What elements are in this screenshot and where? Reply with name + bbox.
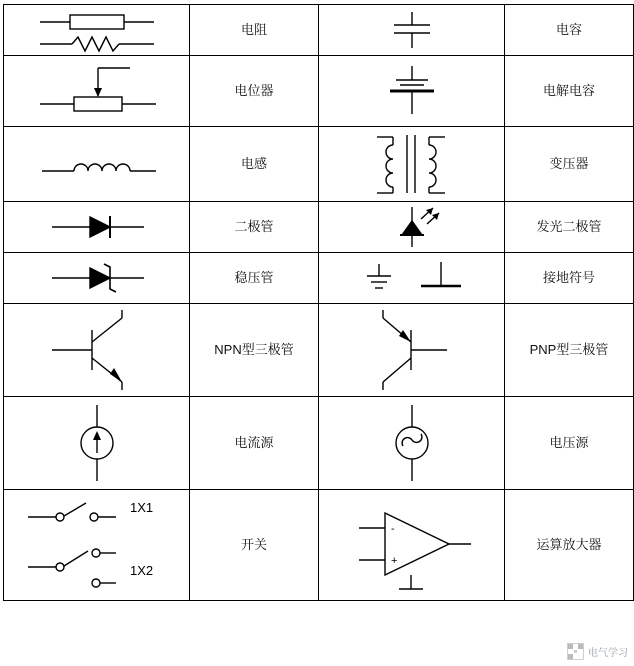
current-source-icon [4,397,189,489]
diode-icon [4,202,189,252]
symbol-label: 开关 [240,537,267,553]
switch-annotation-2: 1X2 [129,563,153,578]
symbol-label: 运算放大器 [536,537,602,553]
label-cell-capacitor [505,5,634,56]
inductor-icon [4,127,189,201]
label-cell-current-source [190,397,319,490]
opamp-annotation-minus: - [390,523,395,535]
ground-icon [319,253,504,303]
symbol-label: 电压源 [549,435,589,451]
opamp-annotation-plus: + [390,555,397,567]
zener-diode-icon [4,253,189,303]
label-cell-potentiometer [190,56,319,127]
table-row [4,490,634,601]
label-cell-led [505,202,634,253]
symbol-cell-pnp-transistor [319,304,505,397]
symbol-label: 电流源 [234,435,274,451]
symbol-cell-voltage-source [319,397,505,490]
label-cell-voltage-source [505,397,634,490]
label-cell-transformer [505,127,634,202]
label-cell-resistor [190,5,319,56]
symbol-cell-inductor [4,127,190,202]
symbol-cell-zener-diode [4,253,190,304]
label-cell-electrolytic-capacitor [505,56,634,127]
label-cell-switch [190,490,319,601]
led-icon [319,202,504,252]
symbol-cell-current-source [4,397,190,490]
electrolytic-capacitor-icon [319,56,504,126]
symbol-label: 电感 [240,156,267,172]
npn-transistor-icon [4,304,189,396]
symbol-cell-diode [4,202,190,253]
table-row [4,202,634,253]
label-cell-pnp-transistor [505,304,634,397]
symbol-cell-npn-transistor [4,304,190,397]
symbol-cell-ground [319,253,505,304]
transformer-icon [319,127,504,201]
table-row [4,304,634,397]
switch-icon [4,490,189,600]
symbol-cell-electrolytic-capacitor [319,56,505,127]
qr-code-icon [567,643,584,660]
table-row [4,253,634,304]
potentiometer-icon [4,56,189,126]
symbol-cell-transformer [319,127,505,202]
symbol-cell-capacitor [319,5,505,56]
symbol-cell-switch [4,490,190,601]
label-cell-zener-diode [190,253,319,304]
switch-annotation-1: 1X1 [129,500,153,515]
symbol-label: 电阻 [240,22,267,38]
symbol-label: PNP型三极管 [529,342,609,358]
label-cell-ground [505,253,634,304]
resistor-icon [4,5,189,55]
pnp-transistor-icon [319,304,504,396]
symbol-label: 变压器 [549,156,589,172]
symbol-cell-operational-amplifier [319,490,505,601]
symbol-cell-led [319,202,505,253]
symbol-label: 电解电容 [542,83,595,99]
voltage-source-icon [319,397,504,489]
table-row [4,127,634,202]
symbol-cell-resistor [4,5,190,56]
capacitor-icon [319,5,504,55]
watermark [567,643,628,660]
watermark-text: 电气学习 [588,648,628,659]
symbol-label: 发光二极管 [536,219,602,235]
symbol-table [3,4,634,601]
symbol-label: NPN型三极管 [214,342,294,358]
symbol-label: 接地符号 [542,270,595,286]
symbol-label: 二极管 [234,219,274,235]
table-row [4,56,634,127]
label-cell-npn-transistor [190,304,319,397]
symbol-label: 电位器 [234,83,274,99]
table-row [4,5,634,56]
symbol-label: 稳压管 [234,270,274,286]
symbol-cell-potentiometer [4,56,190,127]
label-cell-inductor [190,127,319,202]
operational-amplifier-icon [319,490,504,600]
label-cell-operational-amplifier [505,490,634,601]
table-row [4,397,634,490]
label-cell-diode [190,202,319,253]
symbol-label: 电容 [555,22,582,38]
